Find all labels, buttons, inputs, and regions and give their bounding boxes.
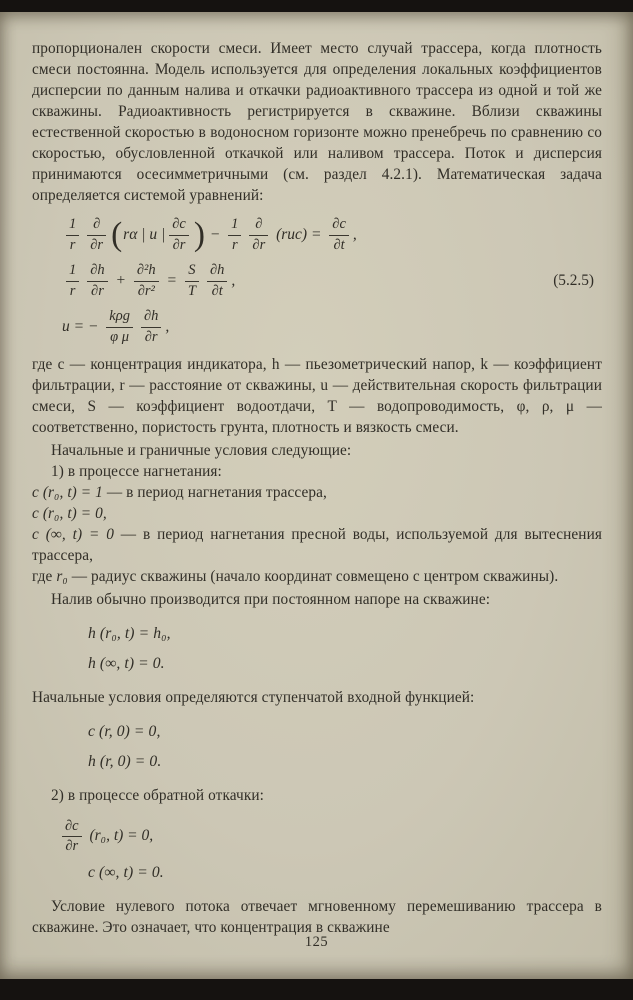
paragraph-variable-definitions: где c — концентрация индикатора, h — пьезометрический напор, k — коэффициент фильтрации, r — расстояние от скважины, u — действительная скорость фильтрации смеси, S — коэффициент водоотдачи, T — водопроводимость, φ, ρ, μ — соответственно, пористость грунта, плотность и вязкость смеси. [32, 356, 602, 436]
condition-4-pre: где [32, 568, 57, 585]
paragraph-case-2: 2) в процессе обратной откачки: [51, 787, 265, 804]
equation-2-row [32, 262, 602, 299]
boundary-equations-group [32, 622, 602, 675]
condition-2-math: c (r₀, t) = 0, [32, 505, 107, 522]
paragraph-closing: Условие нулевого потока отвечает мгновенному перемешиванию трассера в скважине. Это означает, что концентрация в скважине [32, 898, 602, 937]
condition-3-math: c (∞, t) = 0 [32, 526, 114, 543]
backflow-equations-group [32, 818, 602, 884]
condition-line-4 [32, 566, 602, 587]
display-equation-h0: h (r, 0) = 0. [88, 753, 162, 770]
page-number: 125 [304, 934, 329, 950]
paragraph-intro: пропорционален скорости смеси. Имеет место случай трассера, когда плотность смеси постоянна. Модель используется для определения локальных коэффициентов дисперсии по данным налива и откачки радиоактивного трассера из одной и той же скважины. Радиоактивность регистрируется в скважине. Вблизи скважины естественной скоростью в водоносном горизонте можно пренебречь по сравнению со скоростью, обусловленной откачкой или наливом трассера. Поток и дисперсия принимаются осесимметричными (см. раздел 4.2.1). Математическая задача определяется системой уравнений: [32, 40, 602, 204]
paragraph-conditions-heading: Начальные и граничные условия следующие: [51, 442, 352, 459]
condition-3-text: — в период нагнетания пресной воды, используемой для вытеснения трассера, [32, 526, 602, 564]
condition-4-math: r₀ [56, 568, 68, 585]
paragraph-initial-conditions: Начальные условия определяются ступенчатой входной функцией: [32, 689, 475, 706]
condition-line-3 [32, 524, 602, 566]
equation-1: $\frac{1}{r}$ $\frac{\partial}{\partial r}$ ( rα | u | $\frac{\partial c}{\partial r}$ ) − $\frac{1}{r}$ $\frac{\partial}{\partial r}$ (ruc) = $\frac{\partial c}{\partial t}$ , [32, 216, 602, 253]
equation-system-block [32, 216, 602, 345]
equation-3: u = − $\frac{\text{kρg}}{\text{φ μ}}$ $\frac{\partial h}{\partial r}$ , [62, 308, 170, 345]
equation-4: $\frac{\partial c}{\partial r}$ (r₀, t) = 0, [32, 818, 602, 854]
condition-line-1 [32, 482, 602, 503]
equation-2: $\frac{1}{r}$ $\frac{\partial h}{\partial r}$ + $\frac{\text{∂²h}}{\text{∂r²}}$ = $\frac{S}{T}$ $\frac{\partial h}{\partial t}$ , [62, 262, 235, 298]
condition-4-post: — радиус скважины (начало координат совмещено с центром скважины). [67, 568, 559, 585]
condition-1-text: — в период нагнетания трассера, [102, 484, 327, 501]
initial-equations-group [32, 720, 602, 773]
display-equation-h2: h (∞, t) = 0. [88, 655, 165, 672]
paragraph-injection: Налив обычно производится при постоянном напоре на скважине: [51, 591, 491, 608]
paragraph-case-1: 1) в процессе нагнетания: [51, 463, 222, 480]
condition-line-2 [32, 503, 602, 524]
display-equation-c-inf: c (∞, t) = 0. [88, 864, 164, 882]
page [0, 12, 633, 979]
condition-1-math: c (r₀, t) = 1 [32, 484, 103, 501]
display-equation-h1: h (r₀, t) = h₀, [88, 625, 171, 642]
page-content [32, 38, 602, 979]
equation-number-label: (5.2.5) [553, 271, 594, 289]
display-equation-c0: c (r, 0) = 0, [88, 723, 161, 740]
